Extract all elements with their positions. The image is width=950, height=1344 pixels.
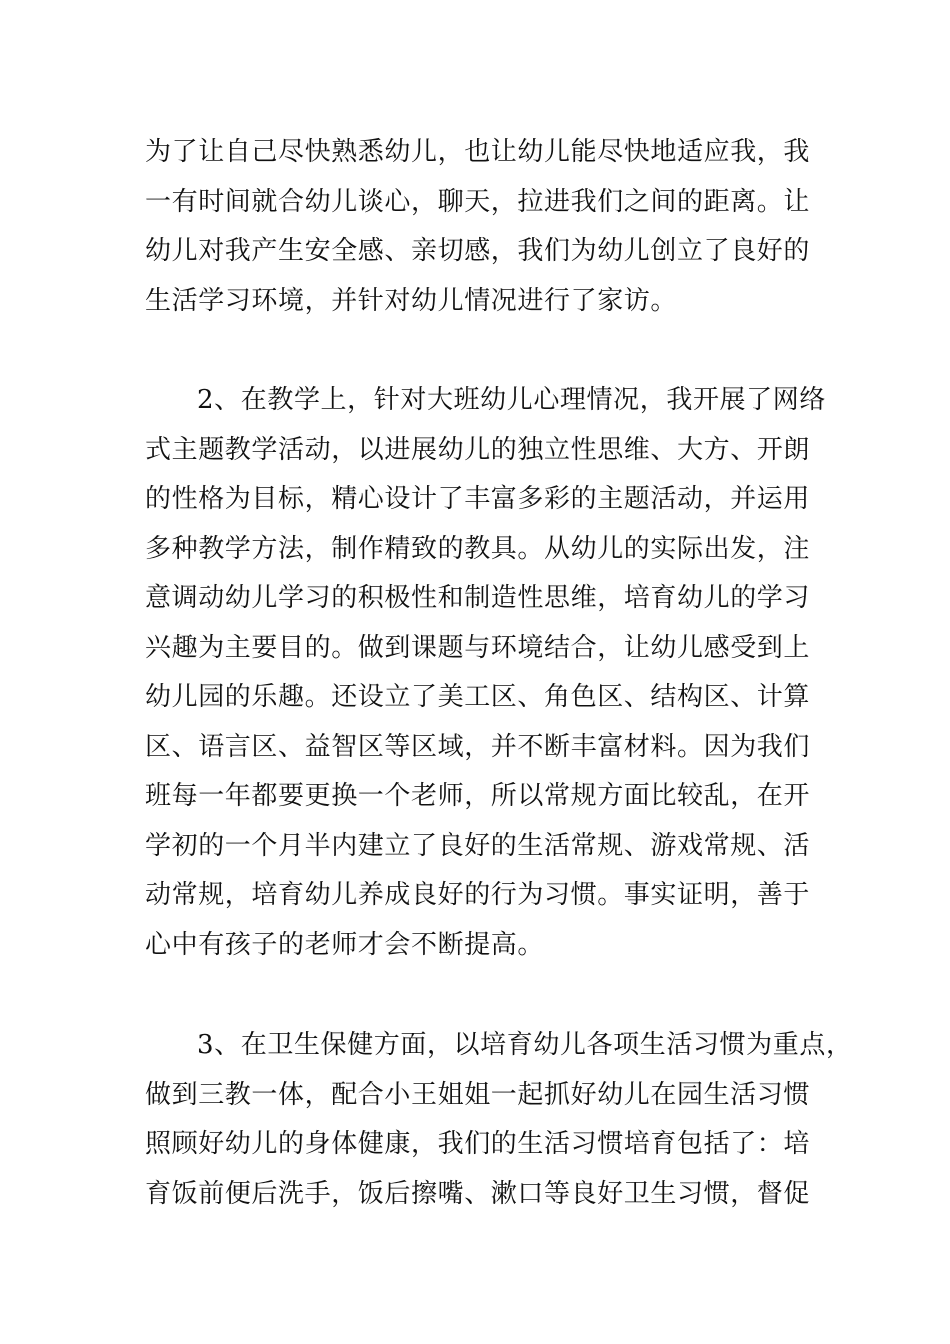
- paragraph-line: 育饭前便后洗手，饭后擦嘴、漱口等良好卫生习惯，督促: [145, 1178, 811, 1209]
- paragraph-line: 为了让自己尽快熟悉幼儿，也让幼儿能尽快地适应我，我: [145, 137, 811, 167]
- paragraph-line: 学初的一个月半内建立了良好的生活常规、游戏常规、活: [145, 830, 811, 861]
- paragraph-line: 2、在教学上，针对大班幼儿心理情况，我开展了网络: [197, 385, 826, 415]
- paragraph-line: 意调动幼儿学习的积极性和制造性思维，培育幼儿的学习: [145, 583, 811, 613]
- paragraph-1: [145, 128, 845, 326]
- paragraph-line: 生活学习环境，并针对幼儿情况进行了家访。: [145, 285, 678, 316]
- paragraph-2: [145, 376, 845, 970]
- paragraph-line: 区、语言区、益智区等区域，并不断丰富材料。因为我们: [145, 731, 811, 762]
- paragraph-line: 心中有孩子的老师才会不断提高。: [145, 929, 545, 960]
- paragraph-line: 班每一年都要更换一个老师，所以常规方面比较乱，在开: [145, 781, 811, 811]
- paragraph-3: [145, 1021, 853, 1219]
- paragraph-line: 动常规，培育幼儿养成良好的行为习惯。事实证明，善于: [145, 880, 811, 910]
- paragraph-line: 多种教学方法，制作精致的教具。从幼儿的实际出发，注: [145, 533, 811, 564]
- paragraph-line: 一有时间就合幼儿谈心，聊天，拉进我们之间的距离。让: [145, 186, 811, 217]
- paragraph-line: 幼儿园的乐趣。还设立了美工区、角色区、结构区、计算: [145, 682, 811, 712]
- paragraph-line: 式主题教学活动，以进展幼儿的独立性思维、大方、开朗: [145, 434, 811, 465]
- paragraph-line: 的性格为目标，精心设计了丰富多彩的主题活动，并运用: [145, 484, 811, 514]
- paragraph-line: 照顾好幼儿的身体健康，我们的生活习惯培育包括了：培: [145, 1129, 811, 1159]
- paragraph-line: 幼儿对我产生安全感、亲切感，我们为幼儿创立了良好的: [145, 236, 811, 266]
- paragraph-line: 3、在卫生保健方面，以培育幼儿各项生活习惯为重点，: [197, 1030, 853, 1060]
- paragraph-line: 做到三教一体，配合小王姐姐一起抓好幼儿在园生活习惯: [145, 1079, 811, 1110]
- paragraph-line: 兴趣为主要目的。做到课题与环境结合，让幼儿感受到上: [145, 632, 811, 663]
